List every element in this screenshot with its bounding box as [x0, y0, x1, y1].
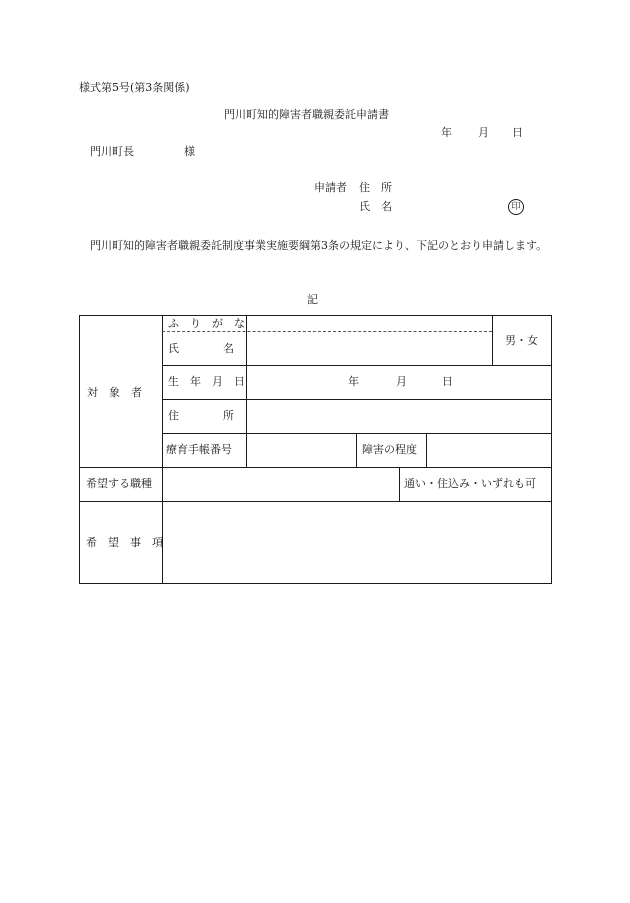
col-divider-disability-label [356, 433, 357, 467]
date-year-label: 年 [441, 126, 452, 139]
furigana-dashed-line [162, 331, 492, 332]
desired-job-label: 希望する職種 [86, 477, 152, 490]
birthdate-label: 生 年 月 日 [168, 375, 245, 388]
name-field[interactable] [248, 333, 490, 364]
birthdate-day-label: 日 [442, 375, 453, 388]
application-table [79, 315, 552, 584]
addressee: 門川町長 [90, 145, 134, 158]
notebook-field[interactable] [248, 435, 354, 466]
col-divider-label [162, 316, 163, 501]
row-line-job-end [80, 501, 552, 502]
applicant-label: 申請者 [314, 181, 347, 194]
form-number: 様式第5号(第3条関係) [79, 81, 190, 94]
requests-field[interactable] [164, 503, 550, 583]
birthdate-month-label: 月 [396, 375, 407, 388]
col-divider-commute [399, 467, 400, 501]
col-divider-disability-value [426, 433, 427, 467]
requests-label: 希 望 事 項 [86, 536, 163, 549]
row-line-birthdate [162, 399, 552, 400]
date-month-label: 月 [478, 126, 489, 139]
commute-options[interactable]: 通い・住込み・いずれも可 [404, 477, 536, 490]
disability-field[interactable] [428, 435, 550, 466]
col-divider-gender [492, 316, 493, 366]
furigana-label: ふ り が な [168, 317, 245, 330]
addressee-suffix: 様 [184, 145, 195, 158]
name-label: 氏 名 [168, 342, 234, 355]
applicant-address-label: 住 所 [359, 181, 392, 194]
ki-heading: 記 [307, 293, 318, 306]
date-day-label: 日 [512, 126, 523, 139]
row-line-address [162, 433, 552, 434]
row-line-subject-end [80, 467, 552, 468]
col-divider-field [246, 316, 247, 467]
desired-job-field[interactable] [164, 469, 397, 500]
document-title: 門川町知的障害者職親委託申請書 [224, 108, 389, 121]
applicant-name-label: 氏 名 [359, 200, 392, 213]
address-label: 住 所 [168, 409, 234, 422]
seal-mark: 印 [508, 199, 524, 215]
furigana-field[interactable] [248, 316, 490, 330]
notebook-label: 療育手帳番号 [166, 443, 232, 456]
body-text: 門川町知的障害者職親委託制度事業実施要綱第3条の規定により、下記のとおり申請します。 [90, 239, 548, 252]
subject-label: 対 象 者 [87, 386, 142, 399]
disability-label: 障害の程度 [362, 443, 417, 456]
gender-options[interactable]: 男・女 [505, 334, 538, 347]
birthdate-year-label: 年 [348, 375, 359, 388]
row-line-name [162, 365, 552, 366]
address-field[interactable] [248, 401, 550, 432]
